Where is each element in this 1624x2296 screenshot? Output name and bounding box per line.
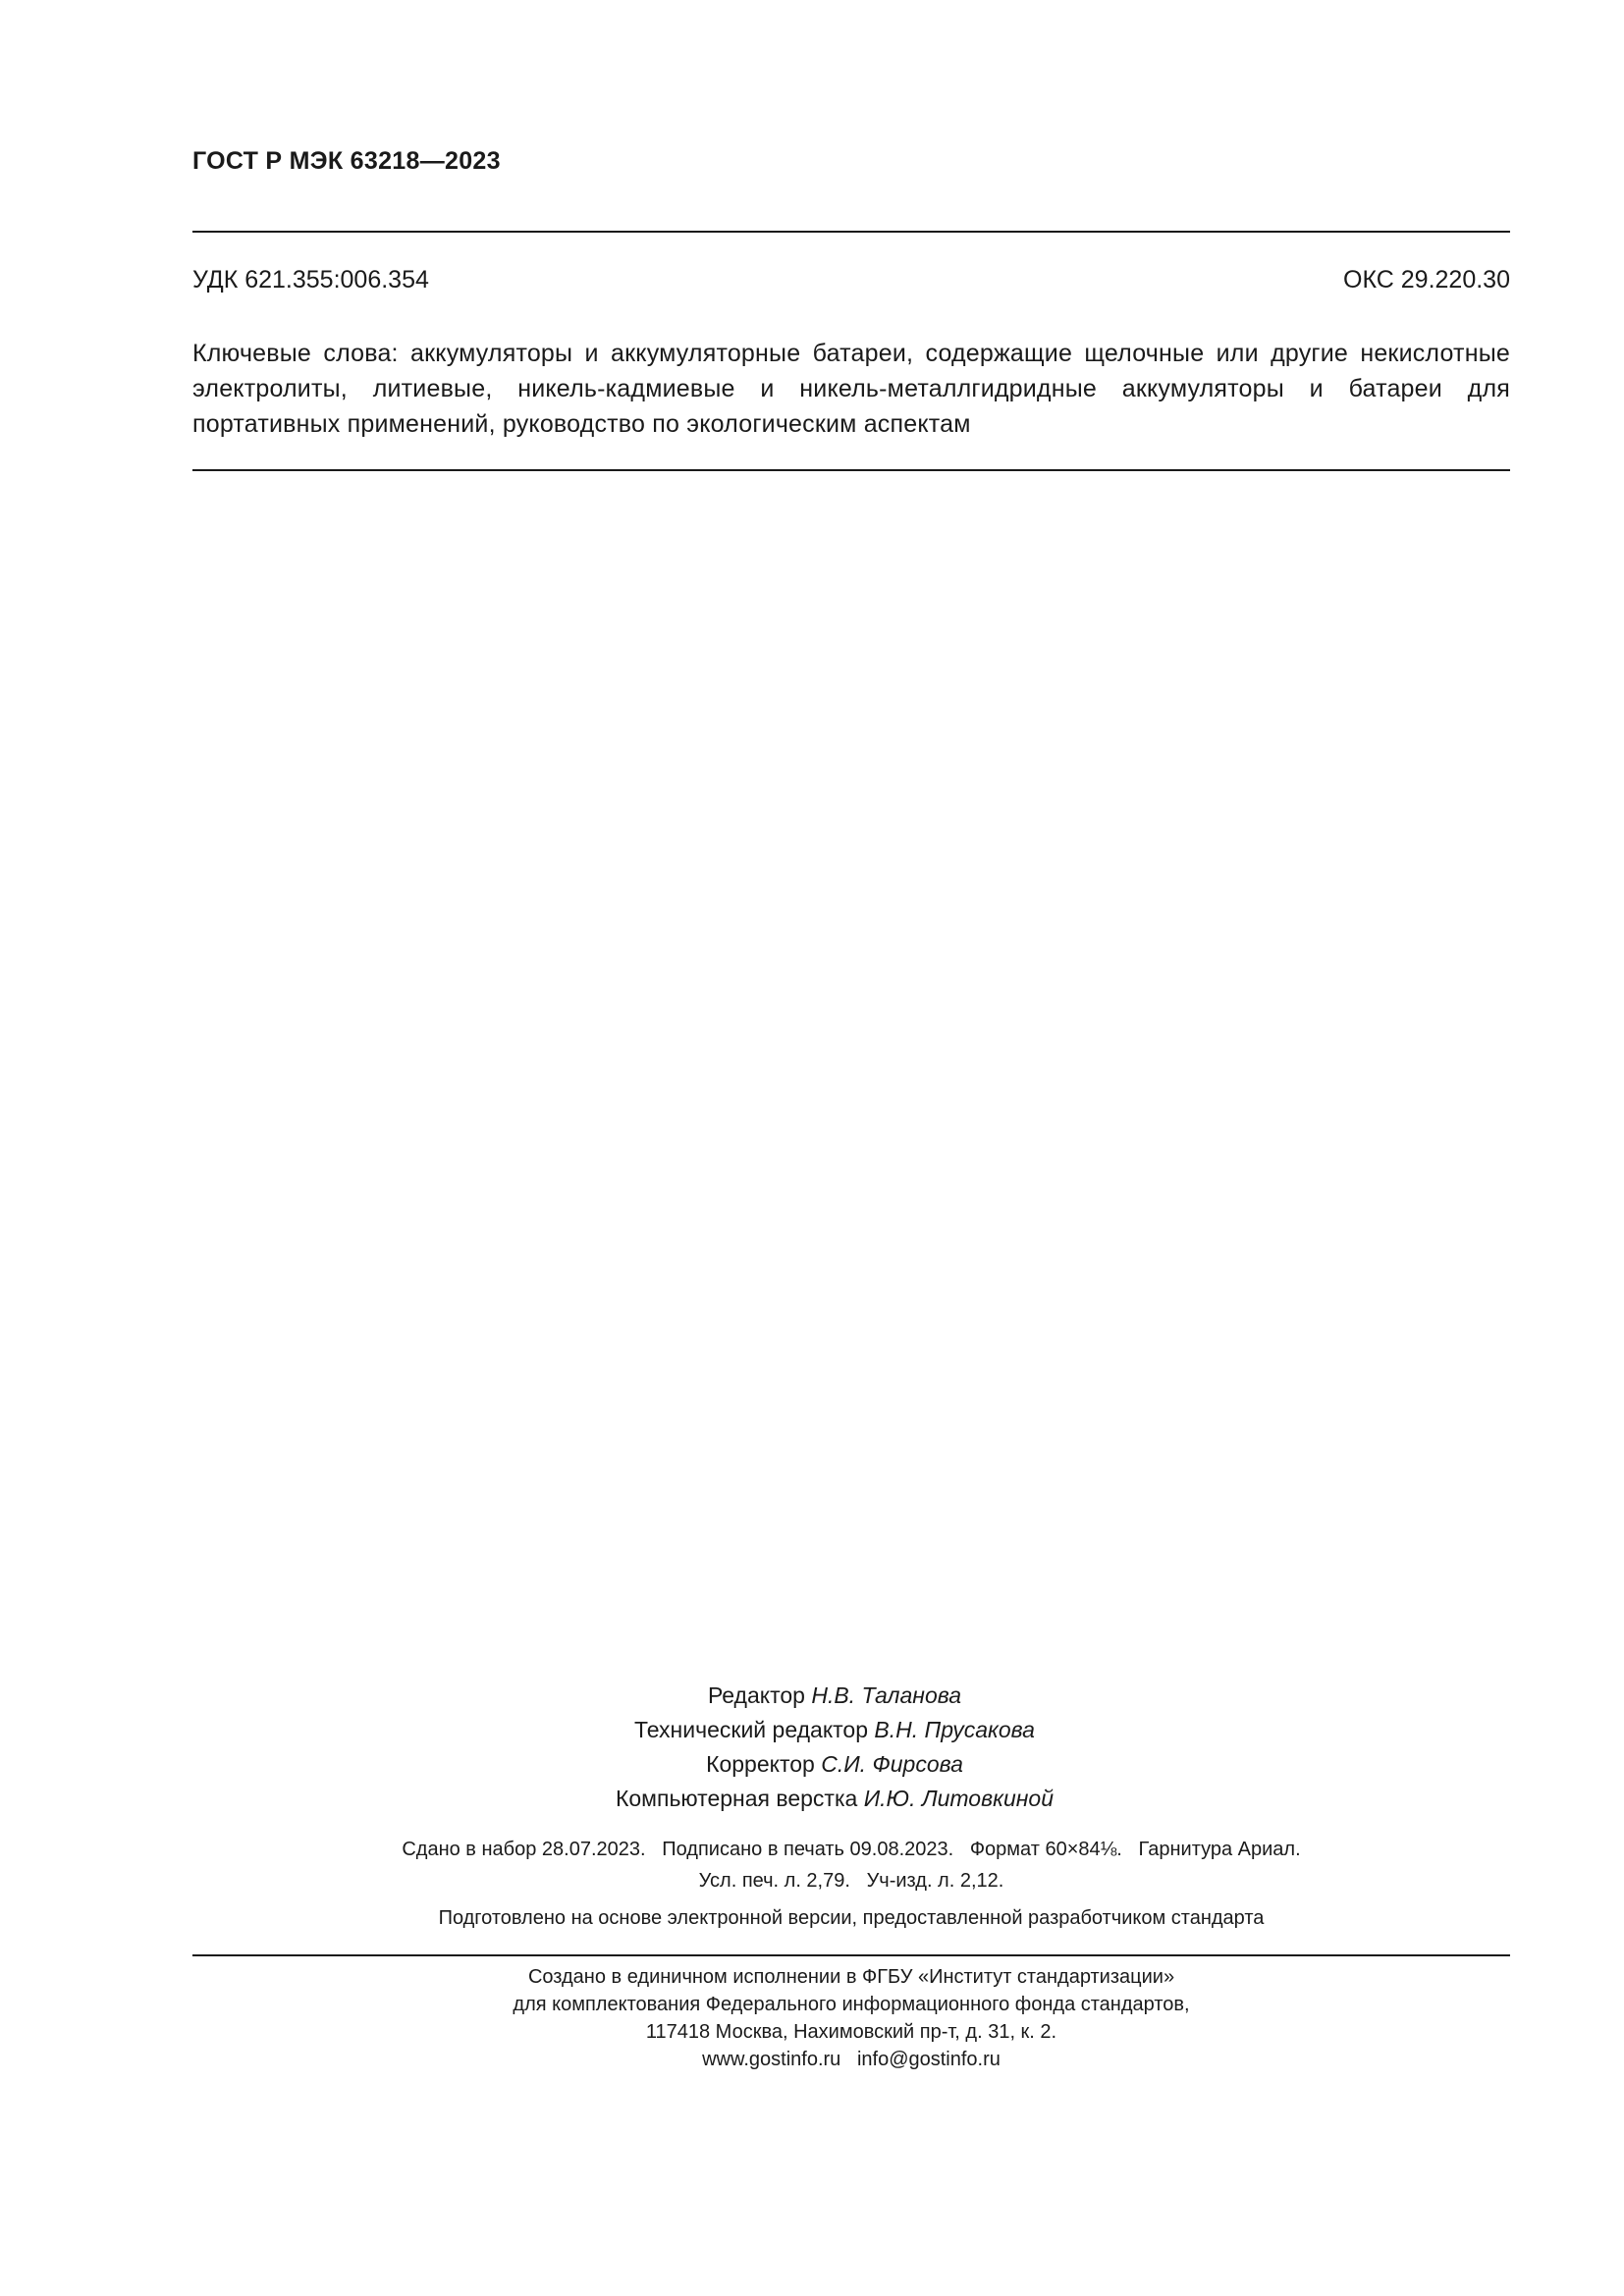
publisher-divider <box>192 1954 1510 1956</box>
layout-name: И.Ю. Литовкиной <box>863 1786 1054 1811</box>
editor-name: Н.В. Таланова <box>811 1682 962 1708</box>
publisher-line-2: для комплектования Федерального информационного фонда стандартов, <box>513 1994 1190 2015</box>
publisher-block <box>192 1963 1510 2073</box>
proofreader-role: Корректор <box>706 1751 815 1777</box>
proofreader-line <box>491 1747 1178 1782</box>
tech-editor-line <box>491 1713 1178 1747</box>
publisher-line-3: 117418 Москва, Нахимовский пр-т, д. 31, к. 2. <box>645 2021 1057 2043</box>
top-divider <box>192 231 1510 233</box>
tech-editor-name: В.Н. Прусакова <box>874 1717 1035 1742</box>
tech-editor-role: Технический редактор <box>634 1717 869 1742</box>
print-info-line-2: Усл. печ. л. 2,79. Уч-изд. л. 2,12. <box>698 1870 1004 1892</box>
standard-code: ГОСТ Р МЭК 63218—2023 <box>192 147 501 175</box>
print-info-line-1: Сдано в набор 28.07.2023. Подписано в печать 09.08.2023. Формат 60×84⅛. Гарнитура Ариал. <box>402 1839 1301 1860</box>
publisher-line-1: Создано в единичном исполнении в ФГБУ «Институт стандартизации» <box>527 1966 1175 1988</box>
udk-code: УДК 621.355:006.354 <box>192 266 429 294</box>
editor-line <box>491 1679 1178 1713</box>
prepared-note: Подготовлено на основе электронной версии, предоставленной разработчиком стандарта <box>438 1907 1265 1929</box>
layout-role: Компьютерная верстка <box>615 1786 858 1811</box>
classification-row <box>192 266 1510 294</box>
keywords-paragraph: Ключевые слова: аккумуляторы и аккумуляторные батареи, содержащие щелочные или другие некислотные электролиты, литиевые, никель-кадмиевые и никель-металлгидридные аккумуляторы и батареи для портативных применений, руководство по экологическим аспектам <box>192 340 1510 438</box>
publisher-contacts: www.gostinfo.ru info@gostinfo.ru <box>702 2049 1001 2070</box>
proofreader-name: С.И. Фирсова <box>821 1751 963 1777</box>
editor-role: Редактор <box>707 1682 805 1708</box>
keywords-divider <box>192 469 1510 471</box>
editors-block <box>491 1679 1178 1816</box>
oks-code: ОКС 29.220.30 <box>1343 266 1510 294</box>
print-info <box>192 1834 1510 1896</box>
layout-line <box>491 1782 1178 1816</box>
